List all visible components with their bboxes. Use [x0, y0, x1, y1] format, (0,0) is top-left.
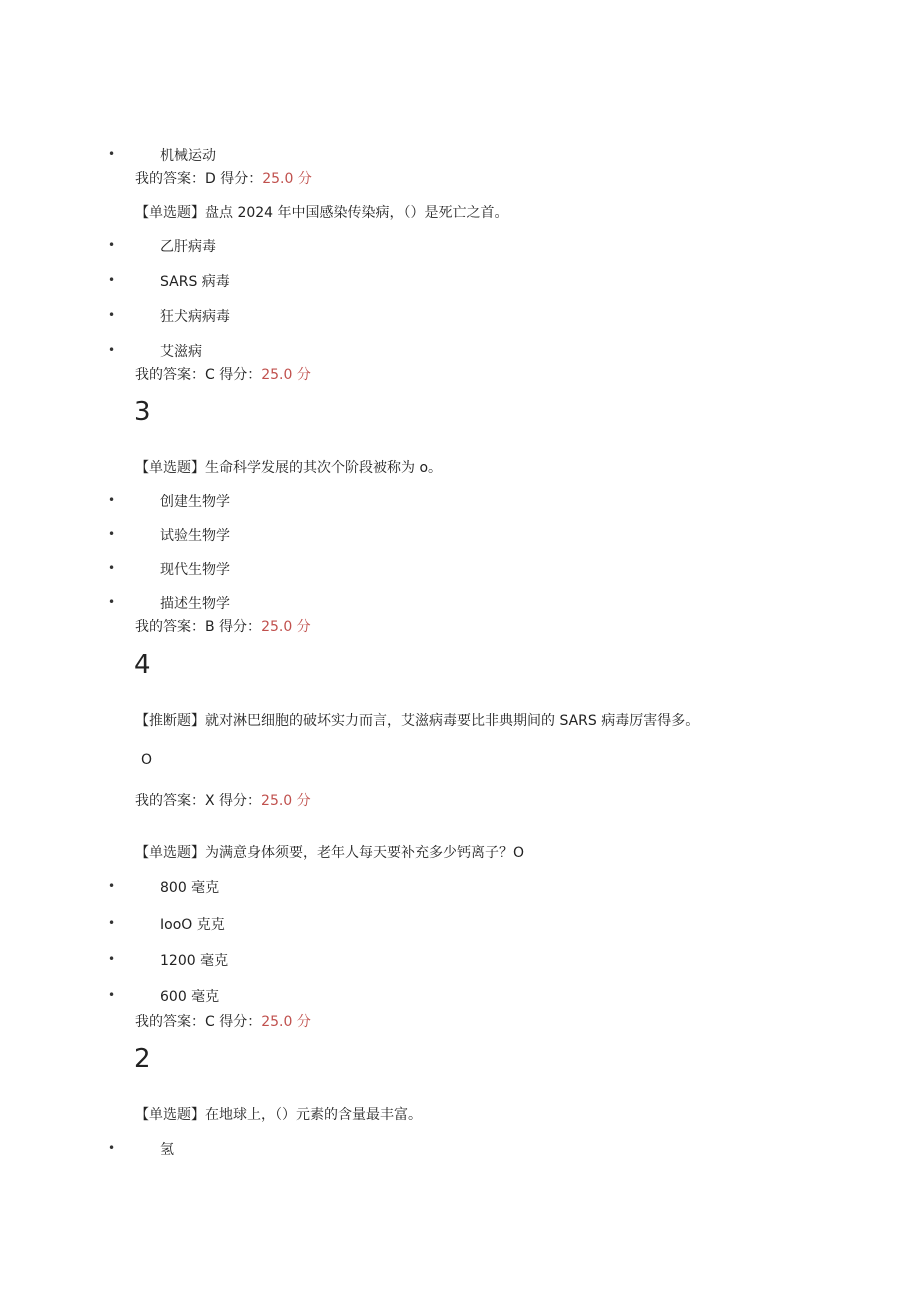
- bullet: •: [108, 238, 116, 252]
- score-value: 25.0 分: [261, 619, 311, 635]
- bullet: •: [108, 916, 116, 930]
- question-number: 3: [134, 397, 151, 427]
- my-answer: [135, 1011, 311, 1031]
- bullet: •: [108, 147, 116, 161]
- option-text: 现代生物学: [160, 562, 230, 578]
- bullet: •: [108, 273, 116, 287]
- option-text: 试验生物学: [160, 528, 230, 544]
- score-value: 25.0 分: [261, 1014, 311, 1030]
- option-text: 机械运动: [160, 148, 216, 164]
- option-text: SARS 病毒: [160, 274, 230, 290]
- bullet: •: [108, 493, 116, 507]
- question-text: 【单选题】为满意身体须要，老年人每天要补充多少钙离子？O: [135, 845, 525, 861]
- option-text: 描述生物学: [160, 596, 230, 612]
- answer-label: 我的答案：D 得分：: [135, 171, 263, 187]
- score-value: 25.0 分: [261, 793, 311, 809]
- option-text: 艾滋病: [160, 344, 202, 360]
- option-text: 氢: [160, 1142, 174, 1158]
- option-text: 1200 毫克: [160, 953, 229, 969]
- bullet: •: [108, 879, 116, 893]
- my-answer: [135, 364, 311, 384]
- question-number: 4: [134, 650, 151, 680]
- question-number: 2: [134, 1044, 151, 1074]
- option-text: 乙肝病毒: [160, 239, 216, 255]
- answer-label: 我的答案：X 得分：: [135, 793, 262, 809]
- question-text: 【单选题】盘点 2024 年中国感染传染病，（）是死亡之首。: [135, 205, 509, 221]
- bullet: •: [108, 1141, 116, 1155]
- answer-label: 我的答案：C 得分：: [135, 1014, 262, 1030]
- option-text: 800 毫克: [160, 880, 220, 896]
- bullet: •: [108, 561, 116, 575]
- bullet: •: [108, 988, 116, 1002]
- my-answer: [135, 616, 311, 636]
- option-text: 创建生物学: [160, 494, 230, 510]
- question-text: 【推断题】就对淋巴细胞的破坏实力而言，艾滋病毒要比非典期间的 SARS 病毒厉害得多。: [135, 713, 700, 729]
- answer-label: 我的答案：C 得分：: [135, 367, 262, 383]
- option-circle: O: [141, 752, 153, 768]
- bullet: •: [108, 343, 116, 357]
- my-answer: [135, 168, 312, 188]
- bullet: •: [108, 952, 116, 966]
- bullet: •: [108, 308, 116, 322]
- answer-label: 我的答案：B 得分：: [135, 619, 262, 635]
- question-text: 【单选题】生命科学发展的其次个阶段被称为 o。: [135, 460, 443, 476]
- option-text: IooO 克克: [160, 917, 225, 933]
- bullet: •: [108, 527, 116, 541]
- bullet: •: [108, 595, 116, 609]
- score-value: 25.0 分: [261, 367, 311, 383]
- option-text: 狂犬病病毒: [160, 309, 230, 325]
- my-answer: [135, 790, 311, 810]
- score-value: 25.0 分: [262, 171, 312, 187]
- option-text: 600 毫克: [160, 989, 220, 1005]
- question-text: 【单选题】在地球上，（）元素的含量最丰富。: [135, 1107, 422, 1123]
